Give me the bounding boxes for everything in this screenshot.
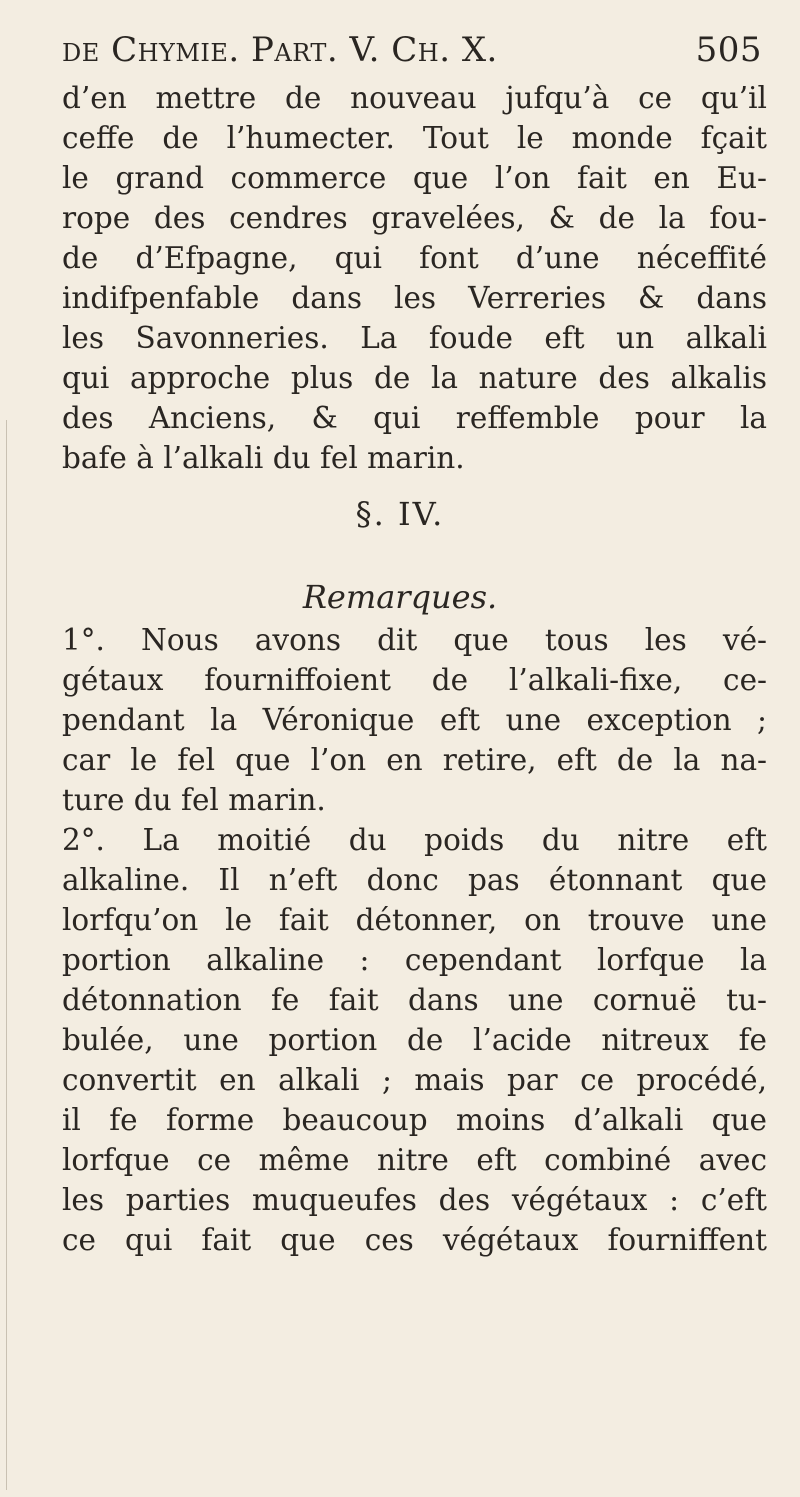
- text-line: ce qui fait que ces végétaux fourniffent: [62, 1223, 767, 1257]
- text-line: pendant la Véronique eft une exception ;: [62, 703, 767, 737]
- text-line: car le fel que l’on en retire, eft de la na-: [62, 743, 767, 777]
- text-line: indifpenfable dans les Verreries & dans: [62, 281, 767, 315]
- text-line: gétaux fourniffoient de l’alkali-fixe, ce-: [62, 663, 767, 697]
- text-line: convertit en alkali ; mais par ce procédé,: [62, 1063, 767, 1097]
- text-line: ceffe de l’humecter. Tout le monde fçait: [62, 121, 767, 155]
- text-line: bafe à l’alkali du fel marin.: [62, 441, 465, 475]
- text-line: 2°. La moitié du poids du nitre eft: [62, 823, 767, 857]
- paragraph-2: [62, 620, 767, 820]
- text-line: les Savonneries. La foude eft un alkali: [62, 321, 767, 355]
- text-line: détonnation fe fait dans une cornuë tu-: [62, 983, 767, 1017]
- remarks-body: [62, 620, 767, 1260]
- text-line: lorfque ce même nitre eft combiné avec: [62, 1143, 767, 1177]
- paragraph-1: [62, 78, 767, 478]
- running-head: [62, 30, 762, 70]
- text-line: les parties muqueufes des végétaux : c’eft: [62, 1183, 767, 1217]
- text-line: alkaline. Il n’eft donc pas étonnant que: [62, 863, 767, 897]
- paragraph-3: [62, 820, 767, 1260]
- text-line: portion alkaline : cependant lorfque la: [62, 943, 767, 977]
- text-line: lorfqu’on le fait détonner, on trouve une: [62, 903, 767, 937]
- text-line: ture du fel marin.: [62, 783, 326, 817]
- text-line: le grand commerce que l’on fait en Eu-: [62, 161, 767, 195]
- text-line: bulée, une portion de l’acide nitreux fe: [62, 1023, 767, 1057]
- text-line: d’en mettre de nouveau jufqu’à ce qu’il: [62, 81, 767, 115]
- section-heading: §. IV.: [355, 495, 445, 533]
- text-line: des Anciens, & qui reffemble pour la: [62, 401, 767, 435]
- text-line: il fe forme beaucoup moins d’alkali que: [62, 1103, 767, 1137]
- text-line: 1°. Nous avons dit que tous les vé-: [62, 623, 767, 657]
- text-line: de d’Efpagne, qui font d’une néceffité: [62, 241, 767, 275]
- text-line: qui approche plus de la nature des alkalis: [62, 361, 767, 395]
- running-head-title: de Chymie. Part. V. Ch. X.: [62, 30, 498, 70]
- text-line: rope des cendres gravelées, & de la fou-: [62, 201, 767, 235]
- page-number: 505: [695, 30, 762, 70]
- section-subtitle: Remarques.: [302, 578, 498, 616]
